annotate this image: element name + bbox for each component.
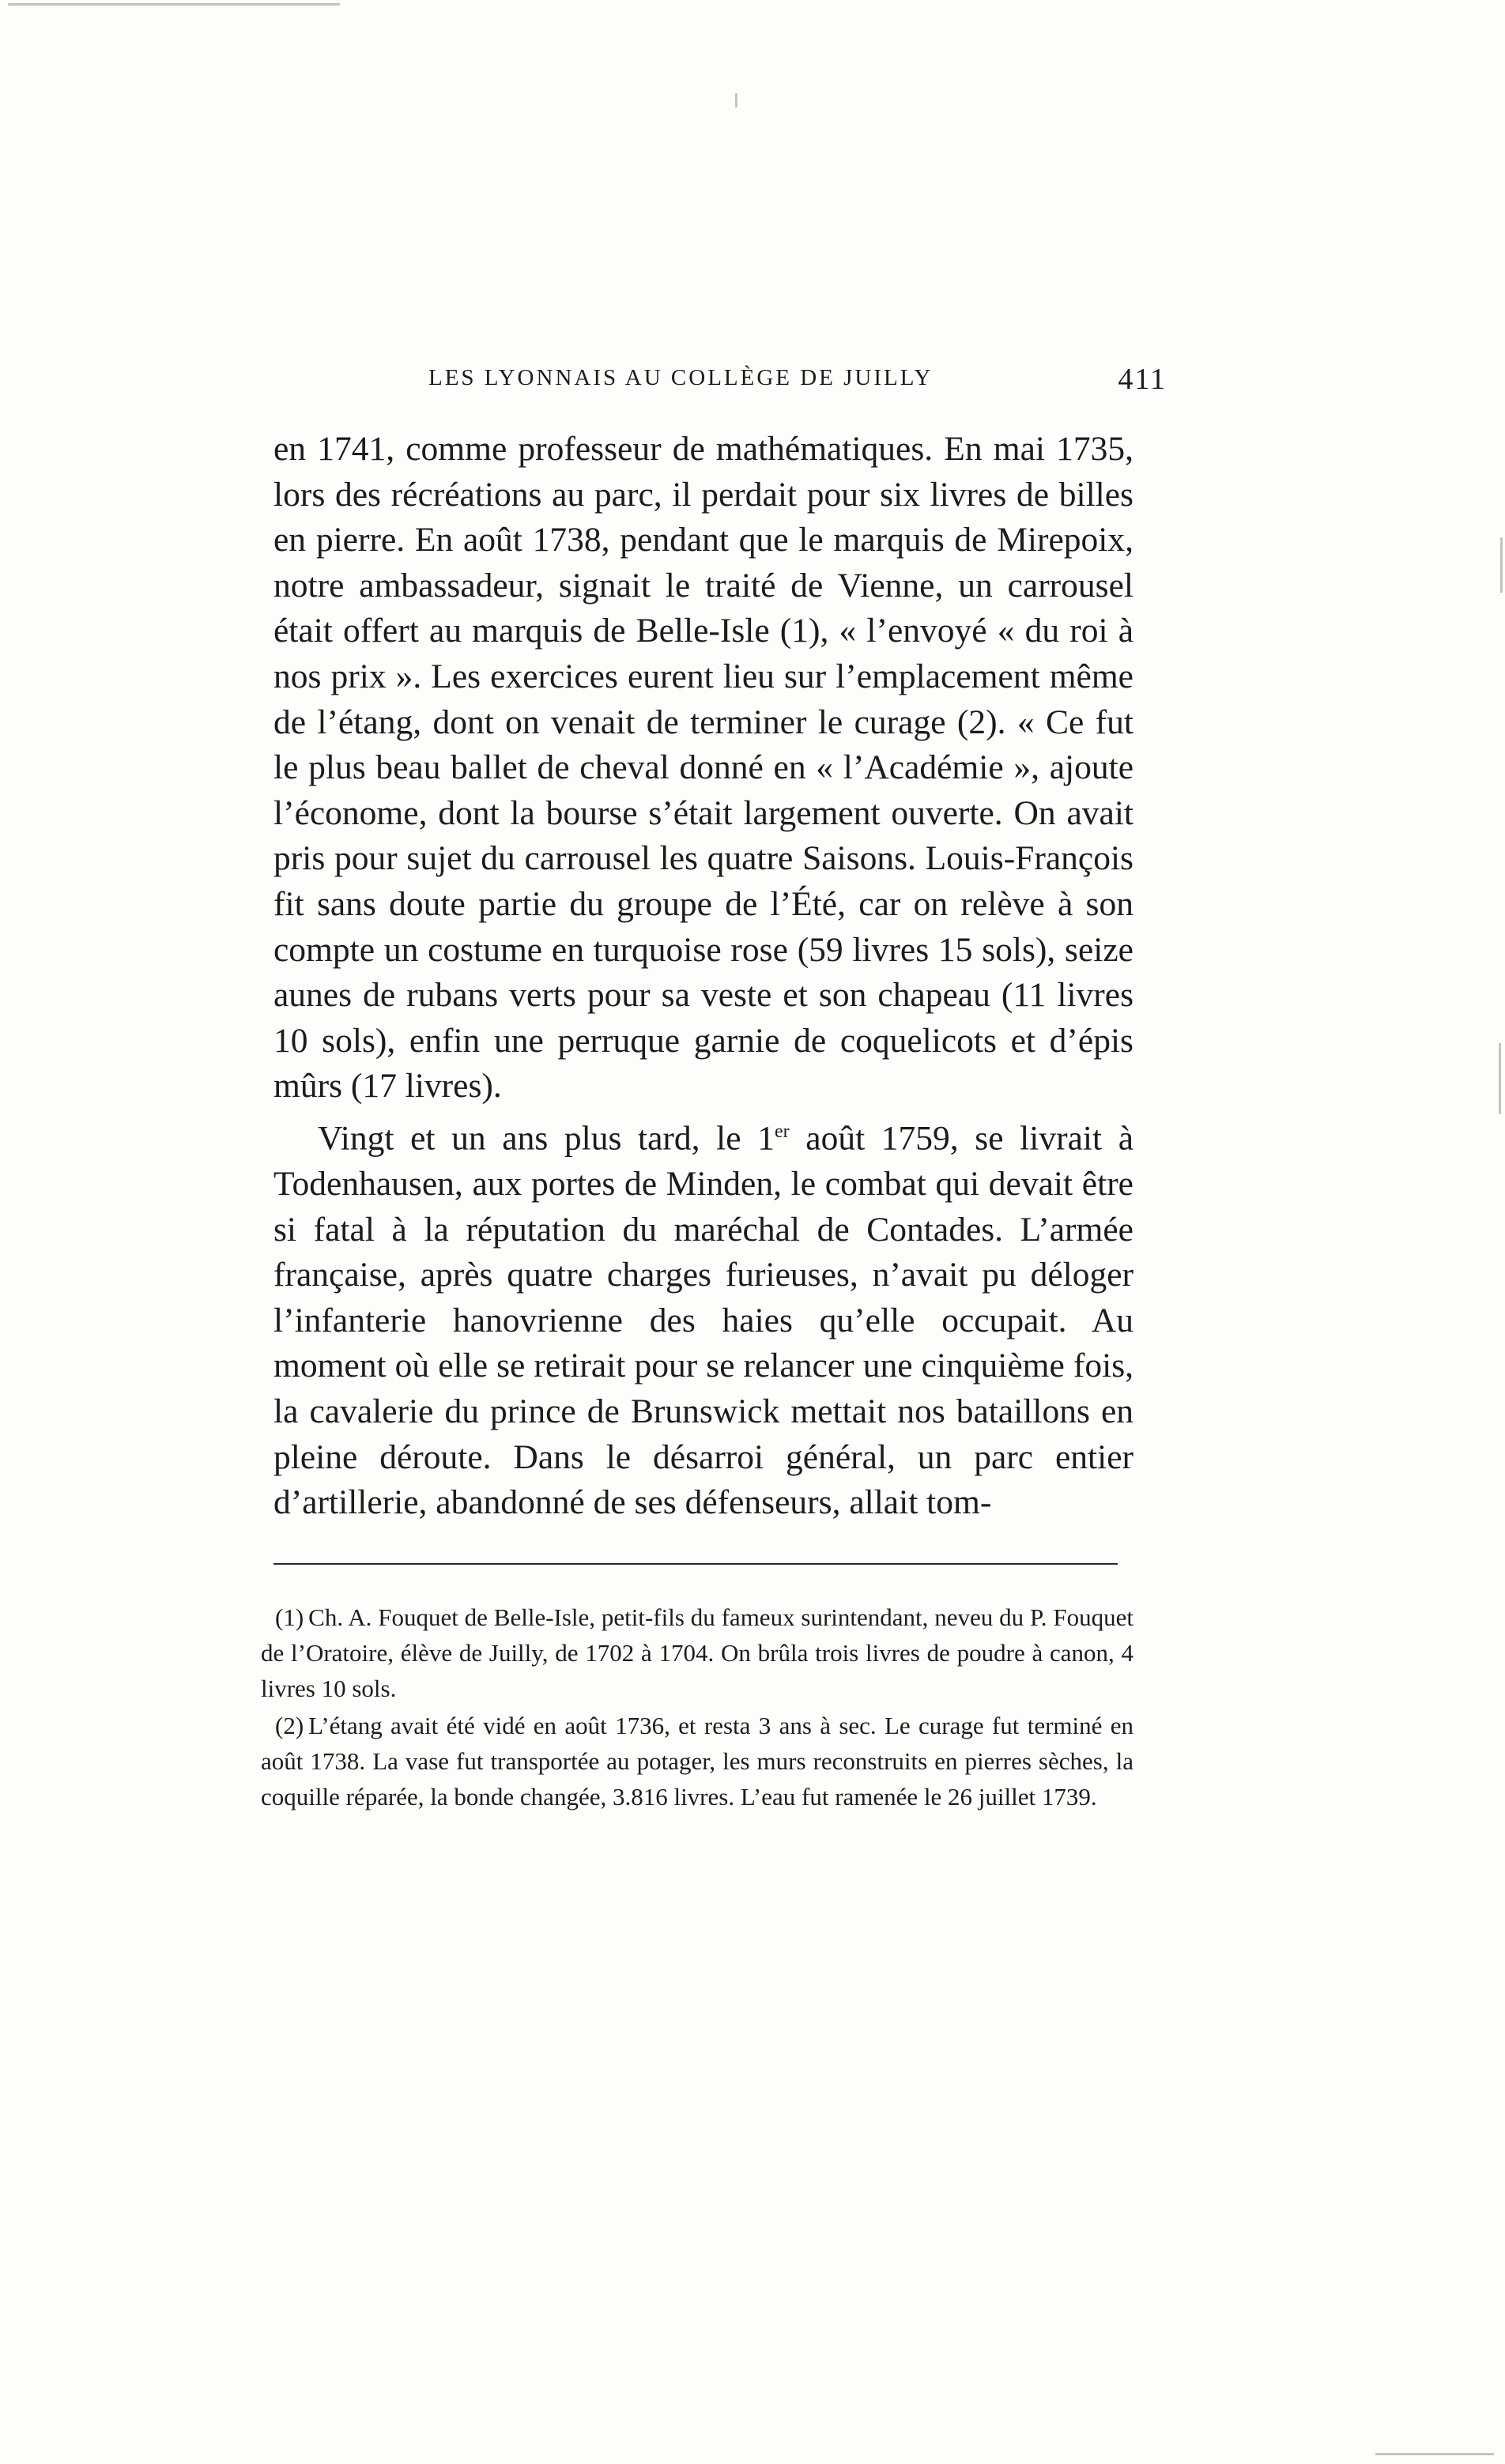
page-number: 411 [1118,363,1167,396]
paragraph-1: en 1741, comme professeur de mathématiques. En mai 1735, lors des récréations au parc, il perdait pour six livres de billes en pierre. En août 1738, pendant que le marquis de Mirepoix, notre ambassadeur, signait le traité de Vienne, un carrousel était offert au marquis de Belle-Isle (1), « l’envoyé « du roi à nos prix ». Les exercices eurent lieu sur l’emplacement même de l’étang, dont on venait de terminer le curage (2). « Ce fut le plus beau ballet de cheval donné en « l’Académie », ajoute l’économe, dont la bourse s’était largement ouverte. On avait pris pour sujet du carrousel les quatre Saisons. Louis-François fit sans doute partie du groupe de l’Été, car on relève à son compte un costume en turquoise rose (59 livres 15 sols), seize aunes de rubans verts pour sa veste et son chapeau (11 livres 10 sols), enfin une perruque garnie de coquelicots et d’épis mûrs (17 livres). [273,430,1133,1106]
scan-mark-top [735,93,737,107]
footnote-2 [261,1708,1133,1814]
scan-mark-right-edge [1500,537,1503,593]
footnote-divider [273,1563,1118,1565]
footnotes [261,1599,1133,1816]
scan-mark-right-edge-2 [1499,1043,1501,1114]
footnote-2-text: L’étang avait été vidé en août 1736, et resta 3 ans à sec. Le curage fut terminé en août 1738. La vase fut transportée au potager, les murs reconstruits en pierres sèches, la coquille réparée, la bonde changée, 3.816 livres. L’eau fut ramenée le 26 juillet 1739. [261,1712,1133,1810]
scan-mark-bottom [1375,2453,1494,2455]
main-text [273,427,1133,1526]
scan-mark-top-left [8,3,340,6]
footnote-1-text: Ch. A. Fouquet de Belle-Isle, petit-fils du fameux surintendant, neveu du P. Fouquet de l’Oratoire, élève de Juilly, de 1702 à 1704. On brûla trois livres de poudre à canon, 4 livres 10 sols. [261,1603,1133,1702]
footnote-2-mark: (2) [275,1712,304,1739]
paragraph-2 [273,1110,1133,1526]
paragraph-2-rest: août 1759, se livrait à Todenhausen, aux portes de Minden, le combat qui devait être si fatal à la réputation du maréchal de Contades. L’armée française, après quatre charges furieuses, n’avait pu déloger l’infanterie hanovrienne des haies qu’elle occupait. Au moment où elle se retirait pour se relancer une cinquième fois, la cavalerie du prince de Brunswick mettait nos bataillons en pleine déroute. Dans le désarroi général, un parc entier d’artillerie, abandonné de ses défenseurs, allait tom- [273,1119,1133,1522]
paragraph-2-superscript: er [774,1121,790,1142]
running-title: LES LYONNAIS AU COLLÈGE DE JUILLY [428,365,934,390]
footnote-1-mark: (1) [275,1603,304,1631]
running-head [273,365,1167,405]
footnote-1 [261,1599,1133,1706]
paragraph-2-start: Vingt et un ans plus tard, le 1 [318,1119,775,1158]
